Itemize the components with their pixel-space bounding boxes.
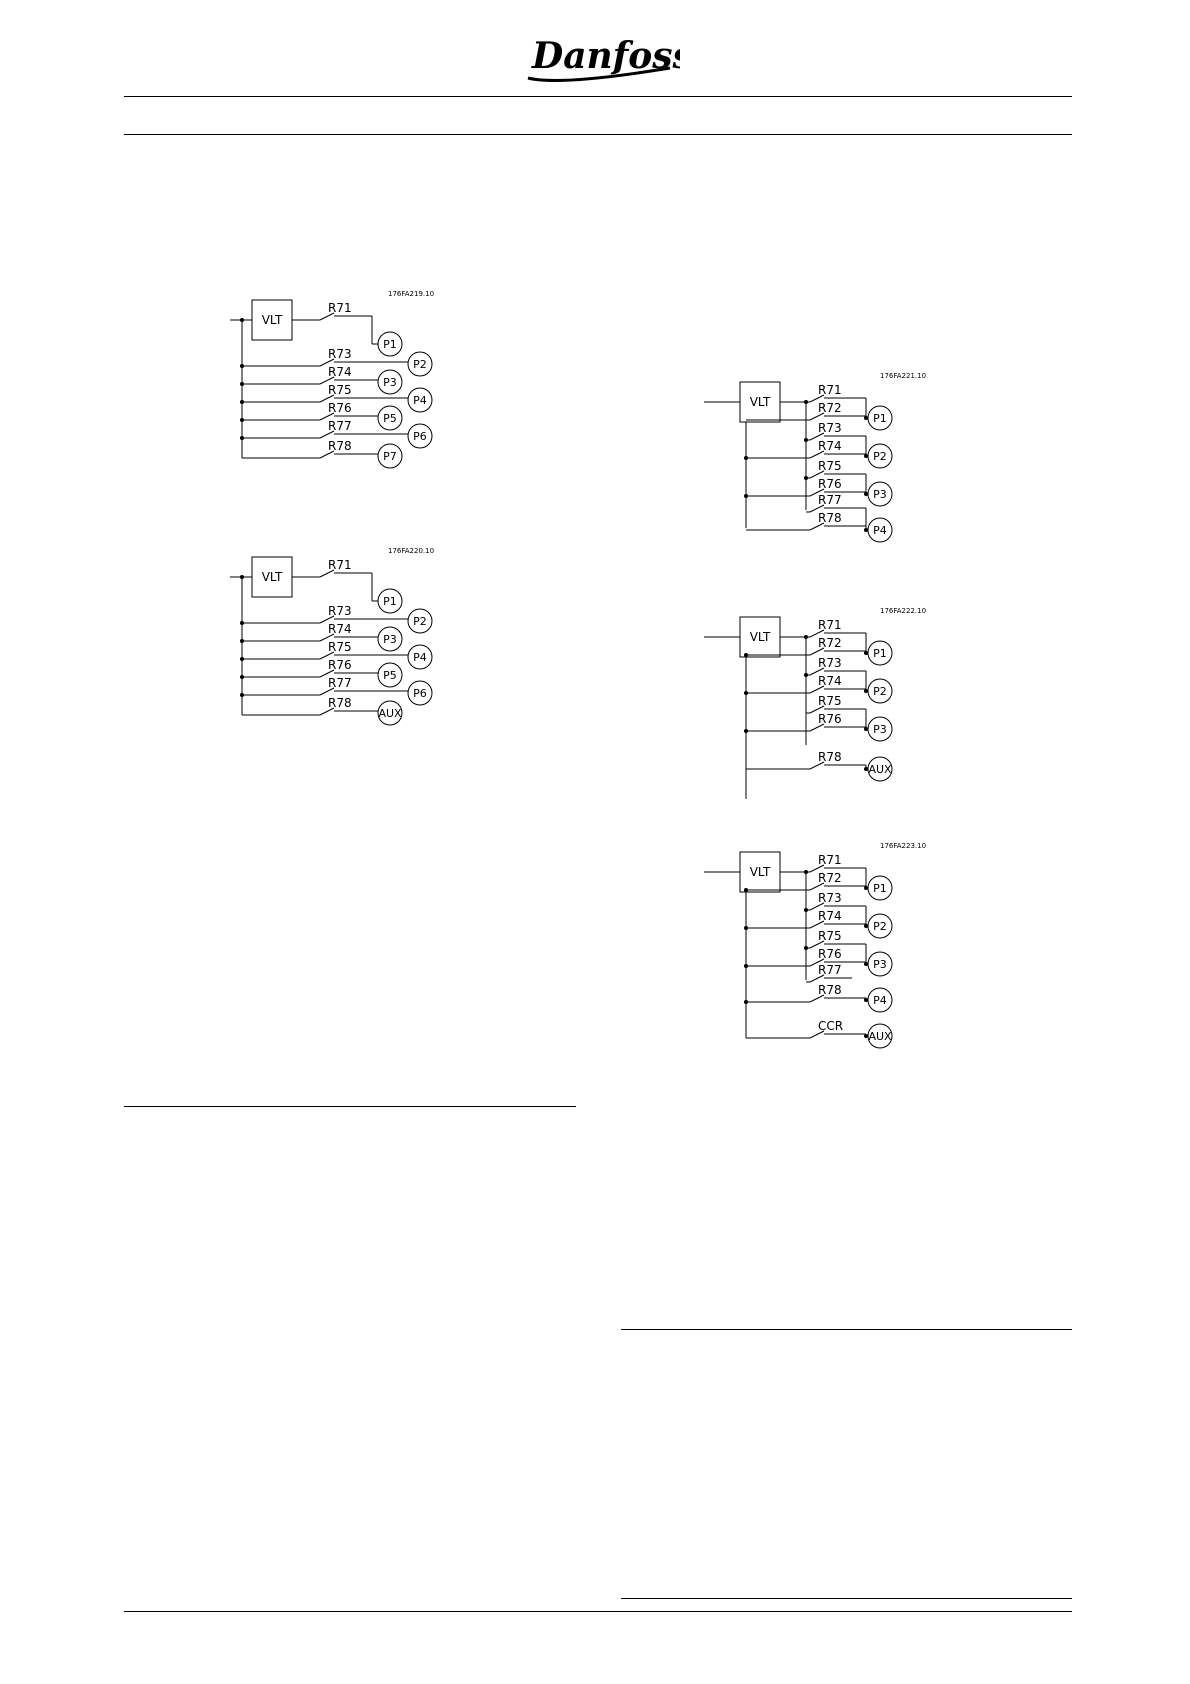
relay-label: R76: [328, 401, 352, 415]
relay-label: R72: [818, 636, 842, 650]
drawing-code: 176FA221.10: [880, 372, 927, 380]
pump-label: P6: [413, 687, 427, 700]
header-rule-bottom: [124, 134, 1072, 135]
relay-label: R74: [328, 365, 352, 379]
pump-label: P5: [383, 412, 397, 425]
pump-label: P5: [383, 669, 397, 682]
footer-rule: [124, 1611, 1072, 1612]
header-rule-top: [124, 96, 1072, 97]
pump-label: P6: [413, 430, 427, 443]
pump-label: P1: [873, 647, 887, 660]
relay-wiring-diagram: [740, 372, 960, 590]
relay-label: R71: [818, 618, 842, 632]
relay-label: R74: [818, 909, 842, 923]
relay-label: R78: [328, 439, 352, 453]
relay-label: R72: [818, 871, 842, 885]
pump-label: P4: [413, 394, 427, 407]
relay-wiring-diagram: [740, 607, 960, 825]
pump-label: P2: [873, 920, 887, 933]
relay-wiring-diagram: [740, 842, 960, 1100]
relay-label: R71: [818, 383, 842, 397]
diagram-176fa222: [740, 607, 960, 830]
relay-label: R71: [818, 853, 842, 867]
left-column-rule: [124, 1106, 576, 1107]
relay-label: R73: [818, 421, 842, 435]
relay-label: R76: [818, 477, 842, 491]
pump-label: P4: [413, 651, 427, 664]
diagram-176fa223: [740, 842, 960, 1105]
drawing-code: 176FA222.10: [880, 607, 927, 615]
vlt-label: VLT: [261, 570, 283, 584]
relay-label: R77: [818, 963, 842, 977]
pump-label: P4: [873, 994, 887, 1007]
relay-label: R77: [328, 676, 352, 690]
pump-label: AUX: [868, 1030, 892, 1043]
pump-label: P2: [873, 685, 887, 698]
vlt-label: VLT: [261, 313, 283, 327]
relay-label: R78: [818, 511, 842, 525]
relay-label: R73: [818, 891, 842, 905]
relay-label: R71: [328, 301, 352, 315]
vlt-label: VLT: [749, 630, 771, 644]
drawing-code: 176FA220.10: [388, 547, 435, 555]
pump-label: P4: [873, 524, 887, 537]
relay-label: R75: [328, 383, 352, 397]
pump-label: P2: [873, 450, 887, 463]
relay-label: R78: [818, 750, 842, 764]
relay-label: R77: [818, 493, 842, 507]
pump-label: P1: [873, 412, 887, 425]
vlt-label: VLT: [749, 865, 771, 879]
pump-label: AUX: [378, 707, 402, 720]
logo-wordmark: Danfoss: [532, 35, 680, 77]
drawing-code: 176FA219.10: [388, 290, 435, 298]
right-column-rule: [621, 1329, 1072, 1330]
relay-label: R76: [818, 712, 842, 726]
diagram-176fa221: [740, 372, 960, 595]
relay-label: R73: [328, 347, 352, 361]
relay-label: R71: [328, 558, 352, 572]
pump-label: P3: [873, 958, 887, 971]
relay-label: R75: [818, 459, 842, 473]
pump-label: P3: [383, 633, 397, 646]
pump-label: AUX: [868, 763, 892, 776]
relay-label: R74: [328, 622, 352, 636]
drawing-code: 176FA223.10: [880, 842, 927, 850]
relay-label: R75: [818, 694, 842, 708]
pump-label: P1: [383, 595, 397, 608]
relay-label: R78: [818, 983, 842, 997]
relay-label: R77: [328, 419, 352, 433]
pump-label: P1: [873, 882, 887, 895]
right-column-footer-rule: [621, 1598, 1072, 1599]
pump-label: P3: [873, 488, 887, 501]
diagram-176fa219: [230, 290, 470, 515]
relay-label: R73: [328, 604, 352, 618]
relay-label: R76: [818, 947, 842, 961]
relay-label: CCR: [818, 1019, 844, 1033]
vlt-label: VLT: [749, 395, 771, 409]
pump-label: P2: [413, 358, 427, 371]
relay-label: R78: [328, 696, 352, 710]
relay-label: R74: [818, 439, 842, 453]
relay-label: R75: [818, 929, 842, 943]
pump-label: P3: [873, 723, 887, 736]
pump-label: P2: [413, 615, 427, 628]
relay-label: R72: [818, 401, 842, 415]
relay-label: R73: [818, 656, 842, 670]
relay-wiring-diagram: [230, 290, 470, 510]
relay-wiring-diagram: [230, 547, 470, 767]
diagram-176fa220: [230, 547, 470, 772]
danfoss-logo-mark: [520, 28, 680, 92]
pump-label: P1: [383, 338, 397, 351]
relay-label: R76: [328, 658, 352, 672]
relay-label: R75: [328, 640, 352, 654]
danfoss-logo: [520, 28, 680, 92]
pump-label: P3: [383, 376, 397, 389]
relay-label: R74: [818, 674, 842, 688]
pump-label: P7: [383, 450, 397, 463]
